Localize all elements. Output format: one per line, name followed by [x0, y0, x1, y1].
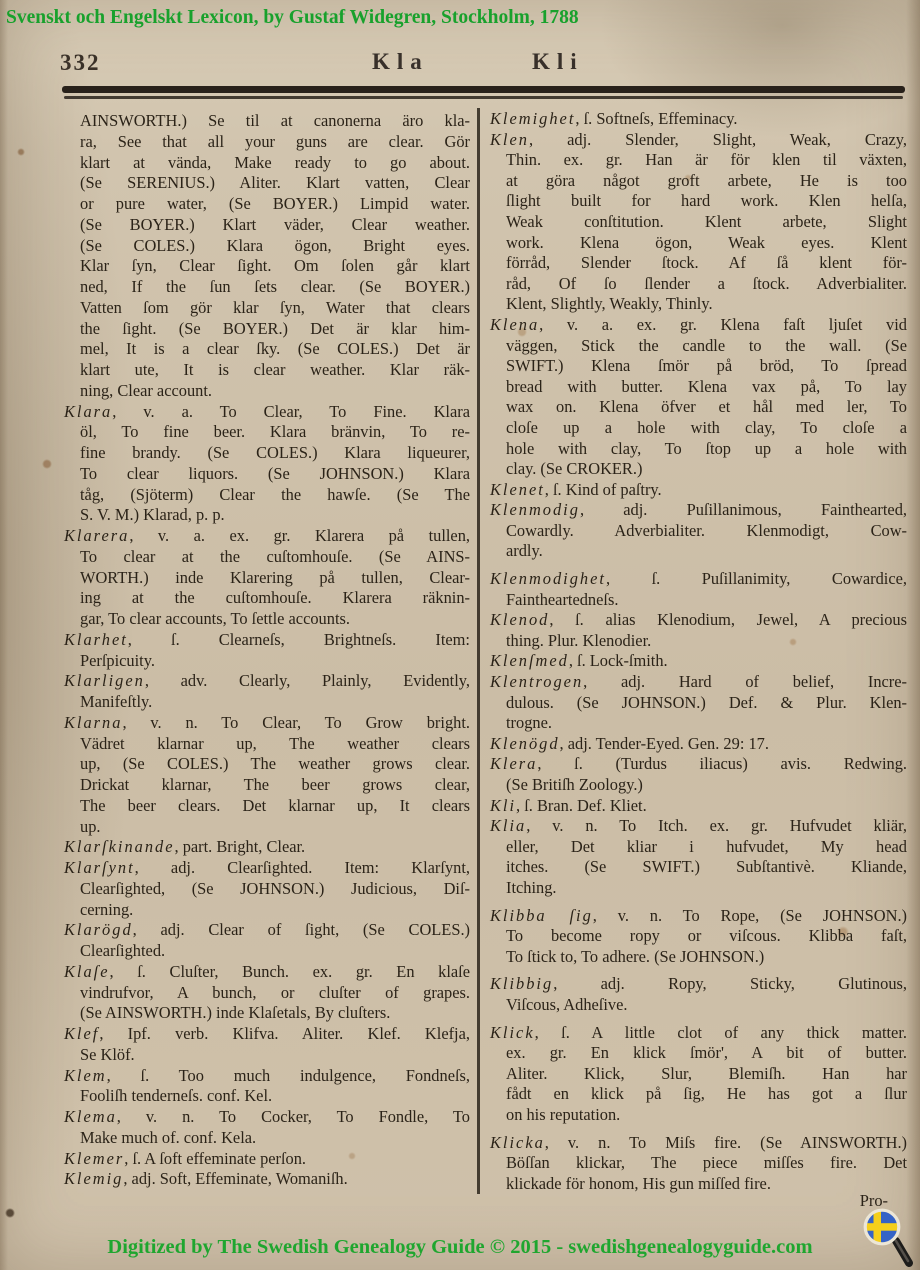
dictionary-column-right [490, 109, 907, 1194]
entry-text: , part. Bright, Clear. [174, 837, 306, 857]
entry-line: eller, Det kliar i hufvudet, My head [506, 836, 907, 856]
dictionary-entry [64, 1149, 470, 1170]
entry-headword: Klentrogen [490, 672, 584, 692]
dictionary-entry [490, 480, 907, 501]
entry-text: AINSWORTH.) Se til at canonerna äro kla- [80, 111, 470, 130]
entry-line: klart at vända, Make ready to go about. [80, 152, 470, 172]
entry-headword: Klen [490, 129, 529, 149]
entry-headword: Klemer [64, 1148, 125, 1168]
entry-text: , v. n. To Itch. ex. gr. Hufvudet kliär, [526, 816, 907, 836]
entry-line: Fooliſh tenderneſs. conf. Kel. [80, 1086, 273, 1106]
entry-text: , v. n. To Cocker, To Fondle, To [116, 1107, 470, 1126]
entry-line: klickade för honom, His gun miſſed fire. [506, 1173, 771, 1193]
column-divider [477, 108, 480, 1194]
entry-text: , adv. Clearly, Plainly, Evidently, [144, 671, 470, 691]
entry-line: väggen, Stick the candle to the wall. (Se [506, 335, 907, 355]
entry-text: , ſ. Cluſter, Bunch. ex. gr. En klaſe [109, 961, 470, 981]
head-rule-thin [64, 96, 903, 99]
entry-line [64, 713, 470, 734]
entry-line: S. V. M.) Klarad, p. p. [80, 505, 225, 525]
entry-line [64, 526, 470, 547]
entry-headword: Klera [490, 754, 538, 774]
dictionary-entry [490, 1023, 907, 1126]
head-rule-thick [62, 86, 905, 93]
entry-line [64, 1107, 470, 1128]
dictionary-entry [490, 130, 907, 315]
entry-line: Vädret klarnar up, The weather clears [80, 733, 470, 753]
entry-headword: Klem [64, 1065, 107, 1085]
entry-line [64, 111, 470, 132]
entry-headword: Klenet [490, 479, 545, 499]
dictionary-entry [64, 1169, 470, 1190]
entry-text: , adj. Clear of ſight, (Se COLES.) [132, 920, 470, 940]
entry-line: förråd, Slender ſtock. Af ſå klent för- [506, 253, 907, 273]
entry-line: cloſe up a hole with clay, To cloſe a [506, 417, 907, 437]
entry-headword: Klarna [64, 712, 123, 732]
entry-line: Drickat klarnar, The beer grows clear, [80, 775, 470, 794]
entry-line: Thin. ex. gr. Han är för klen til växten, [506, 150, 907, 170]
running-head-left: Kla [372, 49, 429, 74]
dictionary-entry [64, 1107, 470, 1149]
entry-text: , adj. Ropy, Sticky, Glutinous, [553, 974, 907, 994]
dictionary-entry [490, 734, 907, 755]
entry-line [490, 754, 907, 775]
entry-headword: Klarera [64, 526, 130, 545]
entry-line: Itching. [506, 877, 557, 897]
entry-text: , ſ. Bran. Def. Kliet. [516, 795, 647, 815]
dictionary-entry [64, 111, 470, 402]
entry-line: Perſpicuity. [80, 650, 155, 670]
page-number: 332 [60, 50, 101, 75]
entry-line: Clearſighted, (Se JOHNSON.) Judicious, Diſ- [80, 878, 470, 898]
entry-line [490, 315, 907, 336]
entry-line: Clearſighted. [80, 941, 166, 960]
dictionary-entry [64, 671, 470, 713]
dictionary-entry [64, 920, 470, 962]
entry-line: SWIFT.) Klena ſmör på bröd, To ſpread [506, 356, 907, 376]
entry-headword: Kli [490, 795, 517, 815]
entry-line [490, 569, 907, 590]
dictionary-entry [490, 500, 907, 562]
entry-line: ex. gr. En klick ſmör', A bit of butter. [506, 1043, 907, 1063]
dictionary-entry [64, 402, 470, 527]
entry-text: , v. n. To Miſs fire. (Se AINSWORTH.) [544, 1132, 907, 1152]
entry-text: , adj. Clearſighted. Item: Klarſynt, [134, 858, 470, 877]
entry-text: , ſ. Kind of paſtry. [544, 479, 662, 499]
entry-line: gar, To clear accounts, To ſettle accounts. [80, 609, 350, 628]
entry-line: up, (Se COLES.) The weather grows clear. [80, 754, 470, 774]
entry-line: klart ute, It is clear weather. Klar räk- [80, 360, 470, 379]
entry-text: , ſ. alias Klenodium, Jewel, A precious [549, 610, 907, 630]
entry-headword: Klaſe [64, 961, 110, 981]
entry-text: , adj. Slender, Slight, Weak, Crazy, [528, 129, 907, 149]
entry-line [64, 1169, 470, 1190]
entry-line: To clear liquors. (Se JOHNSON.) Klara [80, 463, 470, 483]
entry-headword: Klia [490, 816, 527, 836]
entry-line [490, 672, 907, 693]
entry-line: ra, See that all your guns are clear. Gör [80, 131, 470, 151]
dictionary-entry [490, 610, 907, 651]
swedish-flag-magnifier-icon [860, 1206, 914, 1268]
entry-line: hole with clay, To ſtop up a hole with [506, 438, 907, 458]
entry-line [64, 1066, 470, 1087]
dictionary-entry [490, 109, 907, 130]
entry-line: öl, To fine beer. Klara bränvin, To re- [80, 422, 470, 442]
entry-line: Aliter. Klick, Slur, Blemiſh. Han har [506, 1063, 907, 1083]
dictionary-entry [64, 1024, 470, 1066]
entry-line: tåg, (Sjöterm) Clear the hawſe. (Se The [80, 484, 470, 504]
entry-headword: Klibbig [490, 974, 554, 994]
dictionary-entry [64, 837, 470, 858]
entry-line: cerning. [80, 899, 134, 919]
entry-headword: Klenod [490, 610, 550, 630]
entry-headword: Klick [490, 1022, 535, 1042]
entry-line: or pure water, (Se BOYER.) Limpid water. [80, 194, 470, 213]
entry-line: Klar ſyn, Clear ſight. Om ſolen går klart [80, 256, 470, 276]
entry-text: , ſ. (Turdus iliacus) avis. Redwing. [537, 754, 907, 774]
entry-headword: Klibba ſig [490, 905, 593, 925]
dictionary-entry [490, 1133, 907, 1195]
entry-line [490, 906, 907, 927]
entry-line: trogne. [506, 713, 552, 733]
entry-headword: Klara [64, 401, 113, 421]
entry-line: (Se SERENIUS.) Aliter. Klart vatten, Clear [80, 173, 470, 193]
dictionary-entry [490, 796, 907, 817]
dictionary-entry [64, 630, 470, 672]
entry-headword: Klenögd [490, 733, 560, 753]
entry-line [64, 402, 470, 423]
dictionary-entry [490, 651, 907, 672]
entry-line: on his reputation. [506, 1104, 621, 1124]
entry-line [490, 610, 907, 631]
entry-headword: Klef [64, 1024, 100, 1043]
entry-line: mel, It is a clear ſky. (Se COLES.) Det är [80, 339, 470, 359]
entry-text: , adj. Hard of belief, Incre- [583, 672, 907, 692]
entry-line [490, 816, 907, 837]
digitizer-title: Svenskt och Engelskt Lexicon, by Gustaf Widegren, Stockholm, 1788 [6, 7, 579, 28]
entry-line [490, 734, 907, 755]
entry-line: råd, Of ſo ſlender a ſtock. Adverbialiter. [506, 273, 907, 293]
entry-line [64, 630, 470, 651]
entry-line: (Se COLES.) Klara ögon, Bright eyes. [80, 235, 470, 255]
entry-line [490, 1023, 907, 1044]
entry-headword: Klarhet [64, 629, 128, 649]
dictionary-entry [490, 974, 907, 1015]
dictionary-entry [64, 526, 470, 630]
entry-line: Faintheartedneſs. [506, 589, 619, 609]
entry-text: , ſ. Lock-ſmith. [568, 651, 668, 671]
entry-line: ſlight built for hard work. Klen helſa, [506, 191, 907, 211]
entry-line [64, 1149, 470, 1170]
entry-line [490, 974, 907, 995]
entry-line [64, 858, 470, 879]
entry-text: , ſ. A little clot of any thick matter. [534, 1022, 907, 1042]
entry-text: , ſ. Too much indulgence, Fondneſs, [106, 1065, 470, 1085]
entry-text: , v. a. To Clear, To Fine. Klara [112, 401, 470, 421]
entry-headword: Klemighet [490, 109, 576, 128]
entry-line: Make much of. conf. Kela. [80, 1127, 257, 1147]
entry-line: thing. Plur. Klenodier. [506, 630, 652, 650]
entry-text: , adj. Soft, Effeminate, Womaniſh. [123, 1169, 348, 1189]
entry-text: , adj. Tender-Eyed. Gen. 29: 17. [559, 733, 769, 753]
entry-line [490, 1133, 907, 1154]
entry-line: Böſſan klickar, The piece miſſes fire. Det [506, 1153, 907, 1173]
entry-headword: Klarögd [64, 920, 133, 940]
entry-line: dulous. (Se JOHNSON.) Def. & Plur. Klen- [506, 692, 907, 712]
entry-line: ardly. [506, 541, 543, 561]
entry-line [64, 671, 470, 692]
footer-credit: Digitized by The Swedish Genealogy Guide © 2015 - swedishgenealogyguide.com [107, 1236, 813, 1258]
entry-line: Weak conſtitution. Klent arbete, Slight [506, 211, 907, 231]
entry-headword: Klenmodighet [490, 569, 606, 589]
entry-line: at göra något groft arbete, He is too [506, 170, 907, 190]
entry-line: up. [80, 816, 101, 836]
entry-line: ing at the cuſtomhouſe. Klarera räknin- [80, 588, 470, 608]
entry-line: itches. (Se SWIFT.) Subſtantivè. Kliande, [506, 857, 907, 877]
entry-line: To clear at the cuſtomhouſe. (Se AINS- [80, 546, 470, 566]
dictionary-entry [64, 1066, 470, 1108]
dictionary-entry [490, 569, 907, 610]
entry-line [490, 796, 907, 817]
entry-text: , v. n. To Rope, (Se JOHNSON.) [592, 905, 908, 925]
entry-text: , ſ. Softneſs, Effeminacy. [575, 109, 738, 128]
entry-line: clay. (Se CROKER.) [506, 459, 643, 479]
entry-line [490, 651, 907, 672]
entry-headword: Klenſmed [490, 651, 569, 671]
entry-line: Cowardly. Adverbialiter. Klenmodigt, Cow- [506, 520, 907, 540]
entry-line: Vatten ſom gör klar ſyn, Water that clears [80, 297, 470, 317]
entry-line [490, 480, 907, 501]
dictionary-entry [490, 754, 907, 795]
entry-line: wax on. Klena öfver et hål med ler, To [506, 397, 907, 417]
dictionary-column-left [64, 111, 470, 1190]
catchword: Pro- [859, 1191, 888, 1210]
dictionary-entry [490, 315, 907, 480]
entry-headword: Klenmodig [490, 500, 580, 520]
entry-line: fine brandy. (Se COLES.) Klara liqueurer, [80, 443, 470, 462]
entry-line: bread with butter. Klena vax på, To lay [506, 376, 907, 396]
dictionary-entry [64, 962, 470, 1024]
entry-headword: Klemig [64, 1169, 124, 1189]
entry-line [490, 109, 907, 130]
entry-headword: Klema [64, 1107, 117, 1126]
entry-headword: Klarſynt [64, 858, 135, 877]
entry-line: (Se BOYER.) Klart väder, Clear weather. [80, 214, 470, 234]
entry-line [64, 1024, 470, 1045]
entry-line: Se Klöf. [80, 1044, 135, 1064]
entry-line: fådt en klick på ſig, He has got a ſlur [506, 1084, 907, 1104]
entry-text: , ſ. A ſoft effeminate perſon. [124, 1148, 307, 1168]
entry-line [64, 920, 470, 941]
entry-line: Viſcous, Adheſive. [506, 994, 628, 1014]
entry-headword: Klicka [490, 1132, 545, 1152]
entry-line [490, 500, 907, 521]
dictionary-entry [64, 858, 470, 920]
dictionary-entry [490, 816, 907, 898]
entry-headword: Klarligen [64, 671, 145, 691]
entry-line: vindrufvor, A bunch, or cluſter of grapes. [80, 982, 470, 1002]
entry-line: the ſight. (Se BOYER.) Det är klar him- [80, 318, 470, 338]
entry-line: To become ropy or viſcous. Klibba faſt, [506, 926, 907, 946]
entry-text: , ſ. Puſillanimity, Cowardice, [605, 569, 907, 589]
entry-line [64, 962, 470, 983]
entry-text: , v. a. ex. gr. Klarera på tullen, [129, 526, 470, 545]
entry-line: WORTH.) inde Klarering på tullen, Clear- [80, 567, 470, 587]
dictionary-entry [490, 672, 907, 734]
entry-line: Klent, Slightly, Weakly, Thinly. [506, 294, 713, 314]
entry-line: ning, Clear account. [80, 380, 212, 400]
entry-headword: Klena [490, 314, 540, 334]
entry-line [490, 130, 907, 151]
entry-line [64, 837, 470, 858]
running-head-right: Kli [532, 49, 584, 74]
entry-line: (Se Britiſh Zoology.) [506, 775, 643, 794]
dictionary-entry [64, 713, 470, 838]
entry-line: work. Klena ögon, Weak eyes. Klent [506, 232, 907, 252]
entry-line: To ſtick to, To adhere. (Se JOHNSON.) [506, 946, 765, 966]
entry-text: , adj. Puſillanimous, Fainthearted, [579, 500, 907, 520]
entry-text: , Ipf. verb. Klifva. Aliter. Klef. Klefja, [99, 1024, 470, 1043]
entry-line: Manifeſtly. [80, 692, 153, 711]
entry-text: , v. n. To Clear, To Grow bright. [122, 712, 470, 732]
entry-line: ned, If the ſun ſets clear. (Se BOYER.) [80, 277, 470, 296]
entry-headword: Klarſkinande [64, 837, 175, 857]
entry-text: , v. a. ex. gr. Klena faſt ljuſet vid [539, 314, 907, 334]
dictionary-entry [490, 906, 907, 968]
entry-text: , ſ. Clearneſs, Brightneſs. Item: [127, 629, 470, 649]
entry-line: The beer clears. Det klarnar up, It clears [80, 795, 470, 815]
entry-line: (Se AINSWORTH.) inde Klaſetals, By cluſters. [80, 1003, 391, 1023]
